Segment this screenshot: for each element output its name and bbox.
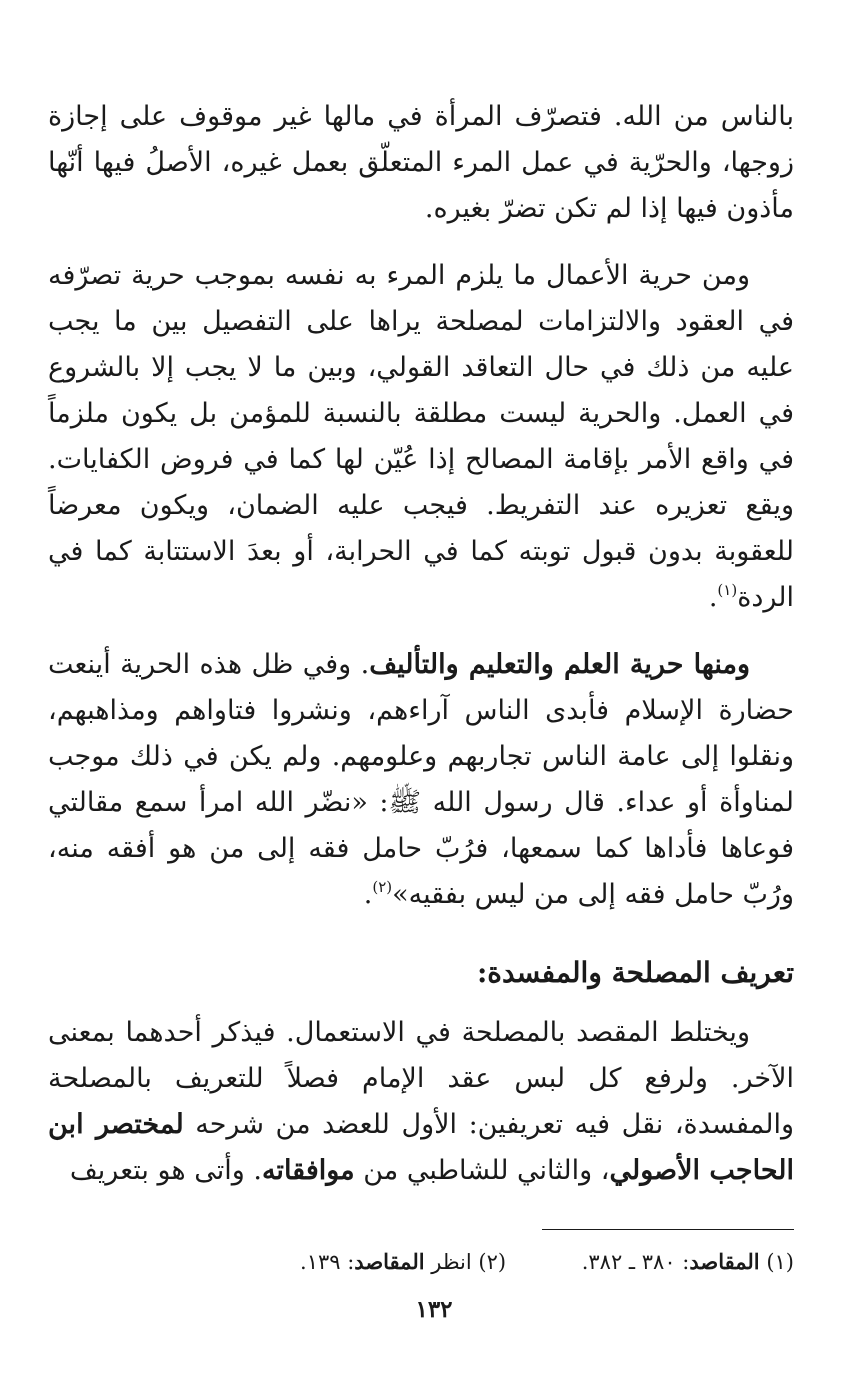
- paragraph-1-text: بالناس من الله. فتصرّف المرأة في مالها غير موقوف على إجازة زوجها، والحرّية في عمل المرء المتعلّق بعمل غيره، الأصلُ فيها أنّها مأذون فيها إذا لم تكن تضرّ بغيره.: [48, 101, 794, 224]
- section-heading: تعريف المصلحة والمفسدة:: [476, 956, 794, 989]
- paragraph-1: [48, 94, 794, 232]
- paragraph-3-tail: .: [363, 879, 373, 910]
- footnotes: [300, 1244, 794, 1280]
- footnote-1-text: : ٣٨٠ ـ ٣٨٢.: [581, 1250, 690, 1274]
- footnote-1: [582, 1244, 794, 1280]
- paragraph-4-part-1: ويختلط المقصد بالمصلحة في الاستعمال. فيذكر أحدهما بمعنى الآخر. ولرفع كل لبس عقد الإمام فصلاً للتعريف بالمصلحة والمفسدة، نقل فيه تعريفين: الأول للعضد من شرحه: [48, 1017, 794, 1140]
- footnote-ref-2[interactable]: (٢): [372, 878, 393, 896]
- paragraph-4-part-3: . وأتى هو بتعريف: [69, 1155, 262, 1186]
- paragraph-4: [48, 1010, 794, 1194]
- page-number: ١٣٢: [415, 1296, 453, 1323]
- footnote-1-number: (١): [766, 1250, 794, 1274]
- paragraph-2: [48, 253, 794, 621]
- footnote-1-label: المقاصد: [689, 1249, 760, 1274]
- paragraph-3-bold-lead: ومنها حرية العلم والتعليم والتأليف: [369, 649, 750, 680]
- footnote-ref-1[interactable]: (١): [717, 581, 738, 599]
- paragraph-3: [48, 642, 794, 918]
- page-body: [48, 94, 794, 1194]
- book-title-mukhtasar: لمختصر ابن الحاجب الأصولي: [48, 1109, 794, 1186]
- footnote-separator: [542, 1229, 794, 1230]
- paragraph-2-tail: .: [708, 582, 718, 613]
- footnote-2: [300, 1244, 506, 1280]
- paragraph-2-text: ومن حرية الأعمال ما يلزم المرء به نفسه بموجب حرية تصرّفه في العقود والالتزامات لمصلحة يراها على التفصيل بين ما يجب عليه من ذلك في حال التعاقد القولي، وبين ما لا يجب إلا بالشروع في العمل. والحرية ليست مطلقة بالنسبة للمؤمن بل يكون ملزماً في واقع الأمر بإقامة المصالح إذا عُيّن لها كما في فروض الكفايات. ويقع تعزيره عند التفريط. فيجب عليه الضمان، ويكون معرضاً للعقوبة بدون قبول توبته كما في الحرابة، أو بعدَ الاستتابة كما في الردة: [48, 260, 794, 613]
- footnote-2-text: : ١٣٩.: [300, 1250, 355, 1274]
- paragraph-3-text: . وفي ظل هذه الحرية أينعت حضارة الإسلام فأبدى الناس آراءهم، ونشروا فتاواهم ومذاهبهم، ونقلوا إلى عامة الناس تجاربهم وعلومهم. ولم يكن في ذلك موجب لمناوأة أو عداء. قال رسول الله ﷺ: «نضّر الله امرأ سمع مقالتي فوعاها فأداها كما سمعها، فرُبّ حامل فقه إلى من هو أفقه منه، ورُبّ حامل فقه إلى من ليس بفقيه»: [48, 649, 794, 910]
- paragraph-4-part-2: ، والثاني للشاطبي من: [354, 1155, 610, 1186]
- book-title-muwafaqat: موافقاته: [261, 1155, 355, 1186]
- footnote-2-label: المقاصد: [354, 1249, 425, 1274]
- footnote-2-number: (٢) انظر: [431, 1250, 507, 1274]
